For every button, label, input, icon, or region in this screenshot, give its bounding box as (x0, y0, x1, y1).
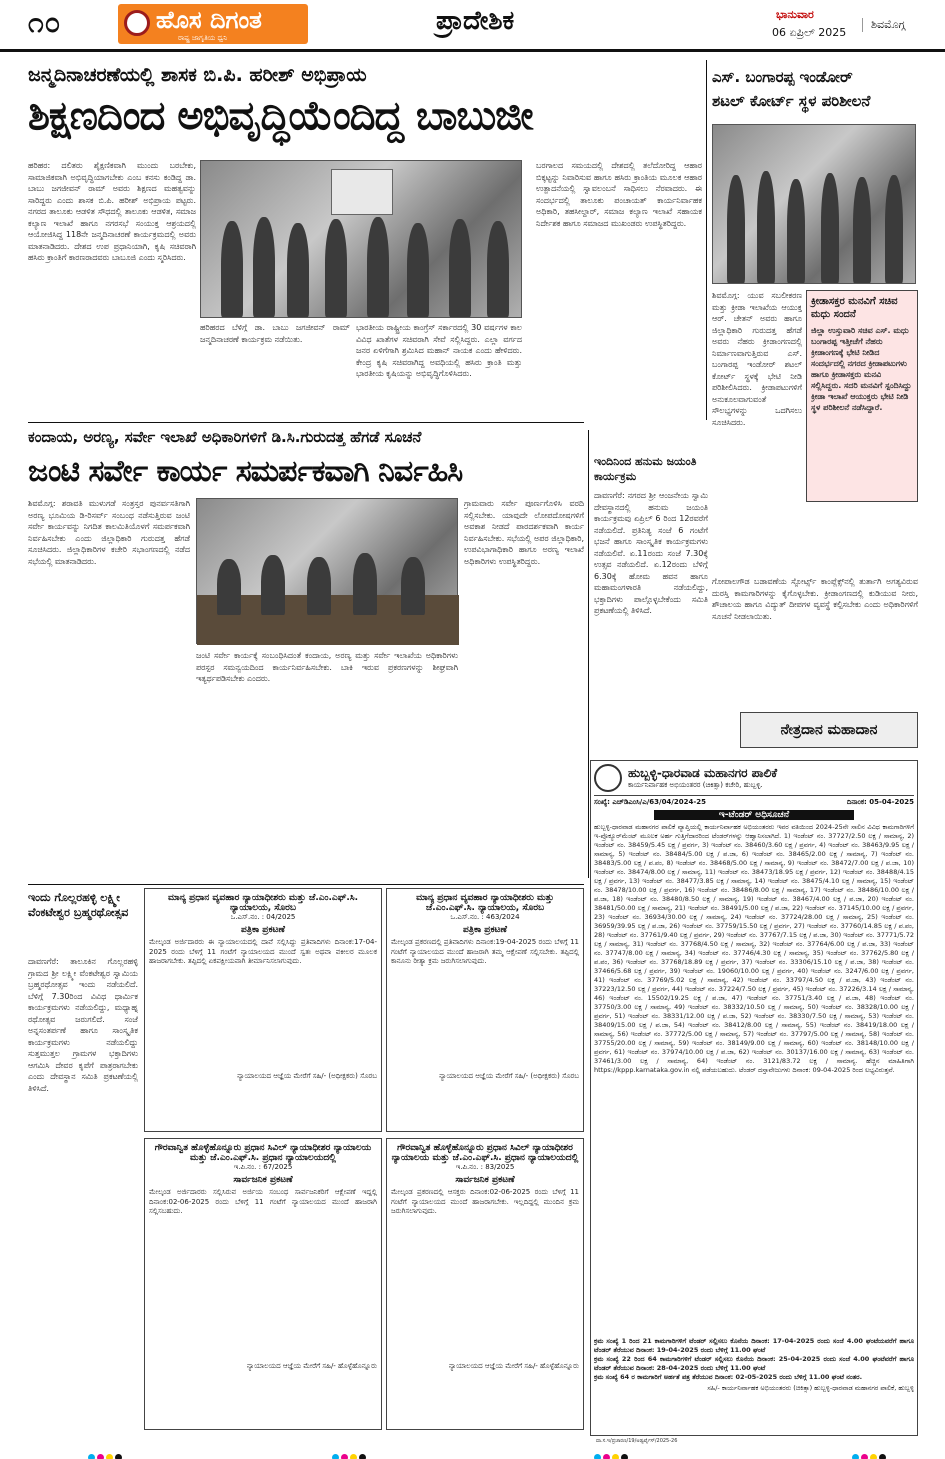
tender-title: ಇ-ಟೆಂಡರ್ ಅಧಿಸೂಚನೆ (654, 810, 854, 820)
side-box-title: ಕ್ರೀಡಾಸಕ್ತರ ಮನವಿಗೆ ಸಚಿವ ಮಧು ಸಂದನೆ (811, 296, 898, 320)
notice-title: ಸಾರ್ವಜನಿಕ ಪ್ರಕಟಣೆ (455, 1175, 515, 1185)
print-registration-marks (332, 1446, 368, 1459)
tender-body: ಹುಬ್ಬಳ್ಳಿ-ಧಾರವಾಡ ಮಹಾನಗರ ಪಾಲಿಕೆ ವ್ಯಾಪ್ತಿಯಲ್ಲಿ ಕಾರ್ಯನಿರ್ವಾಹಕ ಅಭಿಯಂತರರು ಇವರ ವತಿಯಿಂದ 2024-25ನೇ ಸಾಲಿನ ವಿವಿಧ ಕಾಮಗಾರಿಗಳಿಗೆ ಇ-ಪ್ರೊಕ್ಯೂರ್‌ಮೆಂಟ್ ಮೂಲಕ ಅರ್ಹ ಗುತ್ತಿಗೆದಾರರಿಂದ ಟೆಂಡರ್‌ಗಳನ್ನು ಆಹ್ವಾನಿಸಲಾಗಿದೆ. 1) ಇಂಡೆಂಟ್ ನಂ. 37727/2.50 ಲಕ್ಷ / ಸಾಮಾನ್ಯ, 2) ಇಂಡೆಂಟ್ ನಂ. 38459/5.45 ಲಕ್ಷ / ಪ್ರವರ್ಗ, 3) ಇಂಡೆಂಟ್ ನಂ. 38460/3.60 ಲಕ್ಷ / ಪ್ರವರ್ಗ, 4) ಇಂಡೆಂಟ್ ನಂ. 38463/9.95 ಲಕ್ಷ / ಸಾಮಾನ್ಯ, 5) ಇಂಡೆಂಟ್ ನಂ. 38484/5.00 ಲಕ್ಷ / ಪ.ಜಾ, 6) ಇಂಡೆಂಟ್ ನಂ. 38465/2.00 ಲಕ್ಷ / ಸಾಮಾನ್ಯ, 7) ಇಂಡೆಂಟ್ ನಂ. 38483/5.00 ಲಕ್ಷ / ಪ.ಪಂ, 8) ಇಂಡೆಂಟ್ ನಂ. 38468/5.00 ಲಕ್ಷ / ಸಾಮಾನ್ಯ, 9) ಇಂಡೆಂಟ್ ನಂ. 38472/7.00 ಲಕ್ಷ / ಪ.ಜಾ, 10) ಇಂಡೆಂಟ್ ನಂ. 38474/8.00 ಲಕ್ಷ / ಸಾಮಾನ್ಯ, 11) ಇಂಡೆಂಟ್ ನಂ. 38473/18.95 ಲಕ್ಷ / ಪ್ರವರ್ಗ, 12) ಇಂಡೆಂಟ್ ನಂ. 38488/4.15 ಲಕ್ಷ / ಪ್ರವರ್ಗ, 13) ಇಂಡೆಂಟ್ ನಂ. 38477/3.85 ಲಕ್ಷ / ಸಾಮಾನ್ಯ, 14) ಇಂಡೆಂಟ್ ನಂ. 38475/4.10 ಲಕ್ಷ / ಸಾಮಾನ್ಯ, 15) ಇಂಡೆಂಟ್ ನಂ. 38478/10.00 ಲಕ್ಷ / ಪ್ರವರ್ಗ, 16) ಇಂಡೆಂಟ್ ನಂ. 38486/8.00 ಲಕ್ಷ / ಸಾಮಾನ್ಯ, 17) ಇಂಡೆಂಟ್ ನಂ. 38486/10.00 ಲಕ್ಷ / ಪ.ಜಾ, 18) ಇಂಡೆಂಟ್ ನಂ. 38480/8.50 ಲಕ್ಷ / ಸಾಮಾನ್ಯ, 19) ಇಂಡೆಂಟ್ ನಂ. 38467/4.00 ಲಕ್ಷ / ಪ.ಜಾ, 20) ಇಂಡೆಂಟ್ ನಂ. 38481/50.00 ಲಕ್ಷ / ಸಾಮಾನ್ಯ, 21) ಇಂಡೆಂಟ್ ನಂ. 38491/5.00 ಲಕ್ಷ / ಪ.ಜಾ, 22) ಇಂಡೆಂಟ್ ನಂ. 37145/10.00 ಲಕ್ಷ / ಪ್ರವರ್ಗ, 23) ಇಂಡೆಂಟ್ ನಂ. 36934/30.00 ಲಕ್ಷ / ಸಾಮಾನ್ಯ, 24) ಇಂಡೆಂಟ್ ನಂ. 37724/28.00 ಲಕ್ಷ / ಸಾಮಾನ್ಯ, 25) ಇಂಡೆಂಟ್ ನಂ. 36959/39.95 ಲಕ್ಷ / ಪ.ಜಾ, 26) ಇಂಡೆಂಟ್ ನಂ. 37759/15.50 ಲಕ್ಷ / ಪ್ರವರ್ಗ, 27) ಇಂಡೆಂಟ್ ನಂ. 37760/14.85 ಲಕ್ಷ / ಪ.ಪಂ, 28) ಇಂಡೆಂಟ್ ನಂ. 37761/9.40 ಲಕ್ಷ / ಪ್ರವರ್ಗ, 29) ಇಂಡೆಂಟ್ ನಂ. 37767/7.15 ಲಕ್ಷ / ಪ.ಜಾ, 30) ಇಂಡೆಂಟ್ ನಂ. 37771/5.72 ಲಕ್ಷ / ಸಾಮಾನ್ಯ, 31) ಇಂಡೆಂಟ್ ನಂ. 37768/4.50 ಲಕ್ಷ / ಸಾಮಾನ್ಯ, 32) ಇಂಡೆಂಟ್ ನಂ. 37764/6.00 ಲಕ್ಷ / ಪ.ಜಾ, 33) ಇಂಡೆಂಟ್ ನಂ. 37747/8.00 ಲಕ್ಷ / ಸಾಮಾನ್ಯ, 34) ಇಂಡೆಂಟ್ ನಂ. 37746/4.30 ಲಕ್ಷ / ಸಾಮಾನ್ಯ, 35) ಇಂಡೆಂಟ್ ನಂ. 37762/5.80 ಲಕ್ಷ / ಪ.ಪಂ, 36) ಇಂಡೆಂಟ್ ನಂ. 37768/18.89 ಲಕ್ಷ / ಪ್ರವರ್ಗ, 37) ಇಂಡೆಂಟ್ ನಂ. 33306/15.10 ಲಕ್ಷ / ಪ.ಜಾ, 38) ಇಂಡೆಂಟ್ ನಂ. 37466/5.68 ಲಕ್ಷ / ಪ್ರವರ್ಗ, 39) ಇಂಡೆಂಟ್ ನಂ. 19060/10.00 ಲಕ್ಷ / ಪ್ರವರ್ಗ, 40) ಇಂಡೆಂಟ್ ನಂ. 3247/6.00 ಲಕ್ಷ / ಪ್ರವರ್ಗ, 41) ಇಂಡೆಂಟ್ ನಂ. 37769/5.02 ಲಕ್ಷ / ಸಾಮಾನ್ಯ, 42) ಇಂಡೆಂಟ್ ನಂ. 33797/4.50 ಲಕ್ಷ / ಪ.ಜಾ, 43) ಇಂಡೆಂಟ್ ನಂ. 37223/12.50 ಲಕ್ಷ / ಪ್ರವರ್ಗ, 44) ಇಂಡೆಂಟ್ ನಂ. 37224/7.50 ಲಕ್ಷ / ಪ್ರವರ್ಗ, 45) ಇಂಡೆಂಟ್ ನಂ. 37226/3.14 ಲಕ್ಷ / ಸಾಮಾನ್ಯ, 46) ಇಂಡೆಂಟ್ ನಂ. 15502/19.25 ಲಕ್ಷ / ಪ.ಜಾ, 47) ಇಂಡೆಂಟ್ ನಂ. 37751/3.40 ಲಕ್ಷ / ಪ.ಜಾ, 48) ಇಂಡೆಂಟ್ ನಂ. 37750/3.00 ಲಕ್ಷ / ಸಾಮಾನ್ಯ, 49) ಇಂಡೆಂಟ್ ನಂ. 38332/10.50 ಲಕ್ಷ / ಸಾಮಾನ್ಯ, 50) ಇಂಡೆಂಟ್ ನಂ. 38328/10.00 ಲಕ್ಷ / ಪ್ರವರ್ಗ, 51) ಇಂಡೆಂಟ್ ನಂ. 38331/12.00 ಲಕ್ಷ / ಪ.ಜಾ, 52) ಇಂಡೆಂಟ್ ನಂ. 38330/7.50 ಲಕ್ಷ / ಸಾಮಾನ್ಯ, 53) ಇಂಡೆಂಟ್ ನಂ. 38409/15.00 ಲಕ್ಷ / ಪ.ಜಾ, 54) ಇಂಡೆಂಟ್ ನಂ. 38412/8.00 ಲಕ್ಷ / ಸಾಮಾನ್ಯ, 55) ಇಂಡೆಂಟ್ ನಂ. 38419/18.00 ಲಕ್ಷ / ಸಾಮಾನ್ಯ, 56) ಇಂಡೆಂಟ್ ನಂ. 37772/5.00 ಲಕ್ಷ / ಸಾಮಾನ್ಯ, 57) ಇಂಡೆಂಟ್ ನಂ. 37797/5.00 ಲಕ್ಷ / ಸಾಮಾನ್ಯ, 58) ಇಂಡೆಂಟ್ ನಂ. 37755/20.00 ಲಕ್ಷ / ಸಾಮಾನ್ಯ, 59) ಇಂಡೆಂಟ್ ನಂ. 38149/9.00 ಲಕ್ಷ / ಸಾಮಾನ್ಯ, 60) ಇಂಡೆಂಟ್ ನಂ. 38148/10.00 ಲಕ್ಷ / ಪ್ರವರ್ಗ, 61) ಇಂಡೆಂಟ್ ನಂ. 37974/10.00 ಲಕ್ಷ / ಪ.ಜಾ, 62) ಇಂಡೆಂಟ್ ನಂ. 30137/16.00 ಲಕ್ಷ / ಸಾಮಾನ್ಯ, 63) ಇಂಡೆಂಟ್ ನಂ. 37461/3.00 ಲಕ್ಷ / ಸಾಮಾನ್ಯ, 64) ಇಂಡೆಂಟ್ ನಂ. 3121/83.72 ಲಕ್ಷ / ಸಾಮಾನ್ಯ. ಹೆಚ್ಚಿನ ಮಾಹಿತಿಗಾಗಿ https://kppp.karnataka.gov.in ನಲ್ಲಿ ಪಡೆಯಬಹುದು. ಟೆಂಡರ್ ದಸ್ತಾವೇಜುಗಳು ದಿನಾಂಕ: 09-04-2025 ರಿಂದ ಲಭ್ಯವಿರುತ್ತವೆ. (594, 823, 914, 1074)
story3-body-col2: ಜಂಟಿ ಸರ್ವೇ ಕಾರ್ಯಕ್ಕೆ ಸಂಬಂಧಿಸಿದಂತೆ ಕಂದಾಯ, ಅರಣ್ಯ ಮತ್ತು ಸರ್ವೇ ಇಲಾಖೆಯ ಅಧಿಕಾರಿಗಳು ಪರಸ್ಪರ ಸಮನ್ವಯದಿಂದ ಕಾರ್ಯನಿರ್ವಹಿಸಬೇಕು. ಬಾಕಿ ಇರುವ ಪ್ರಕರಣಗಳನ್ನು ಶೀಘ್ರವಾಗಿ ಇತ್ಯರ್ಥಪಡಿಸಬೇಕು ಎಂದರು. (196, 651, 458, 683)
notice-body: ಮೇಲ್ಕಂಡ ಪ್ರಕರಣದಲ್ಲಿ ಆಸಕ್ತರು ದಿನಾಂಕ:02-06-2025 ರಂದು ಬೆಳಿಗ್ಗೆ 11 ಗಂಟೆಗೆ ನ್ಯಾಯಾಲಯದ ಮುಂದೆ ಹಾಜರಾಗಬೇಕು. ಇಲ್ಲದಿದ್ದಲ್ಲಿ ಮುಂದಿನ ಕ್ರಮ ಜರುಗಿಸಲಾಗುವುದು. (391, 1188, 579, 1215)
court-name: ಮಾನ್ಯ ಪ್ರಧಾನ ವ್ಯವಹಾರ ನ್ಯಾಯಾಧೀಶರು ಮತ್ತು ಜೆ.ಎಂ.ಎಫ್.ಸಿ. ನ್ಯಾಯಾಲಯ, ಸೊರಬ (167, 893, 359, 913)
court-name: ಗೌರವಾನ್ವಿತ ಹೊಳ್ಳೆಹೊನ್ನೂರು ಪ್ರಧಾನ ಸಿವಿಲ್ ನ್ಯಾಯಾಧೀಶರ ನ್ಯಾಯಾಲಯ ಮತ್ತು ಜೆ.ಎಂ.ಎಫ್.ಸಿ. ಪ್ರಧಾನ ನ್ಯಾಯಾಲಯದಲ್ಲಿ (391, 1143, 579, 1163)
story4-headline: ಇಂದಿನಿಂದ ಹನುಮ ಜಯಂತಿ ಕಾರ್ಯಕ್ರಮ (594, 455, 697, 483)
masthead-title: ಹೊಸ ದಿಗಂತ (156, 6, 262, 34)
notice-body: ಮೇಲ್ಕಂಡ ಅರ್ಜಿದಾರರು ಸಲ್ಲಿಸಿರುವ ಅರ್ಜಿಯ ಸಂಬಂಧ ಸಾರ್ವಜನಿಕರಿಗೆ ಆಕ್ಷೇಪಣೆ ಇದ್ದಲ್ಲಿ ದಿನಾಂಕ:02-06-2025 ರಂದು ಬೆಳಿಗ್ಗೆ 11 ಗಂಟೆಗೆ ನ್ಯಾಯಾಲಯದ ಮುಂದೆ ಹಾಜರಾಗಿ ಸಲ್ಲಿಸಬಹುದು. (149, 1188, 377, 1215)
notice-sign: ನ್ಯಾಯಾಲಯದ ಆಜ್ಞೆಯ ಮೇರೆಗೆ ಸಹಿ/- (ಅಧೀಕ್ಷಕರು) ಸೊರಬ (439, 1072, 579, 1080)
masthead-tagline: ರಾಷ್ಟ್ರ ಜಾಗೃತಿಯ ಧ್ವನಿ (178, 34, 228, 42)
notice-sign: ನ್ಯಾಯಾಲಯದ ಆಜ್ಞೆಯ ಮೇರೆಗೆ ಸಹಿ/- ಹೊಳ್ಳೆಹೊನ್ನೂರು (448, 1362, 579, 1370)
issue-date: 06 ಏಪ್ರಿಲ್ 2025 (772, 26, 847, 39)
story1-body-col1: ಹರಿಹರ: ದಲಿತರು ಶೈಕ್ಷಣಿಕವಾಗಿ ಮುಂದು ಬರಬೇಕು, ಸಾಮಾಜಿಕವಾಗಿ ಅಭಿವೃದ್ಧಿಯಾಗಬೇಕು ಎಂಬ ಕನಸು ಕಂಡಿದ್ದ ಡಾ. ಬಾಬು ಜಗಜೀವನ್ ರಾಮ್ ಅವರು ಶಿಕ್ಷಣದ ಮಹತ್ವವನ್ನು ಸಾರಿದ್ದರು ಎಂದು ಶಾಸಕ ಬಿ.ಪಿ. ಹರೀಶ್ ಅಭಿಪ್ರಾಯ ಪಟ್ಟರು. ನಗರದ ತಾಲೂಕು ಆಡಳಿತ ಸೌಧದಲ್ಲಿ ತಾಲೂಕು ಆಡಳಿತ, ಸಮಾಜ ಕಲ್ಯಾಣ ಇಲಾಖೆ ಹಾಗೂ ನಗರಸಭೆ ಸಂಯುಕ್ತ ಆಶ್ರಯದಲ್ಲಿ ಆಯೋಜಿಸಿದ್ದ 118ನೇ ಜನ್ಮದಿನಾಚರಣೆ ಕಾರ್ಯಕ್ರಮದಲ್ಲಿ ಅವರು ಮಾತನಾಡಿದರು. ದೇಶದ ಉಪ ಪ್ರಧಾನಿಯಾಗಿ, ಕೃಷಿ ಸಚಿವರಾಗಿ ಹಸಿರು ಕ್ರಾಂತಿಗೆ ಕಾರಣರಾದವರು ಬಾಬೂಜಿ ಎಂದು ಸ್ಮರಿಸಿದರು. (28, 161, 196, 262)
edition-city: ಶಿವಮೊಗ್ಗ (862, 18, 905, 32)
tender-header (594, 764, 914, 796)
notice-body: ಮೇಲ್ಕಂಡ ಪ್ರಕರಣದಲ್ಲಿ ಪ್ರತಿವಾದಿಗಳು ದಿನಾಂಕ:19-04-2025 ರಂದು ಬೆಳಿಗ್ಗೆ 11 ಗಂಟೆಗೆ ನ್ಯಾಯಾಲಯದ ಮುಂದೆ ಹಾಜರಾಗಿ ತಮ್ಮ ಆಕ್ಷೇಪಣೆ ಸಲ್ಲಿಸಬೇಕು. ತಪ್ಪಿದಲ್ಲಿ ಕಾನೂನು ರೀತ್ಯಾ ಕ್ರಮ ಜರುಗಿಸಲಾಗುವುದು. (391, 938, 579, 965)
story1-caption: ಹರಿಹರದ ಬೆಳಿಗ್ಗೆ ಡಾ. ಬಾಬು ಜಗಜೀವನ್ ರಾಮ್ ಜನ್ಮದಿನಾಚರಣೆ ಕಾರ್ಯಕ್ರಮ ನಡೆಯಿತು. (200, 323, 350, 344)
notice-title: ಸಾರ್ವಜನಿಕ ಪ್ರಕಟಣೆ (233, 1175, 293, 1185)
tender-schedule-2: ಕ್ರಮ ಸಂಖ್ಯೆ 22 ರಿಂದ 64 ಕಾಮಗಾರಿಗಳಿಗೆ ಟೆಂಡರ್ ಸಲ್ಲಿಸಲು ಕೊನೆಯ ದಿನಾಂಕ: 25-04-2025 ರಂದು ಸಂಜೆ 4.00 ಘಂಟೆವರೆಗೆ ಹಾಗೂ ಟೆಂಡರ್ ತೆರೆಯುವ ದಿನಾಂಕ: 28-04-2025 ರಂದು ಬೆಳಿಗ್ಗೆ 11.00 ಘಂಟೆ (594, 1355, 914, 1372)
page-number: ೧೦ (28, 6, 62, 39)
court-notice-4 (386, 1138, 584, 1430)
tender-ref: ಸಂಖ್ಯೆ: ಎಚ್‌ಡಿಎಂಸಿ/ಎ/63/04/2024-25 (594, 798, 706, 806)
court-notice-3 (144, 1138, 382, 1430)
case-number: ಒ.ಎಸ್.ನಂ. : 463/2024 (450, 913, 520, 921)
court-notice-2 (386, 888, 584, 1132)
tender-sign: ಸಹಿ/- ಕಾರ್ಯನಿರ್ವಾಹಕ ಅಭಿಯಂತರರು (ಚಿಕಿತ್ಸಾ) ಹುಬ್ಬಳ್ಳಿ-ಧಾರವಾಡ ಮಹಾನಗರ ಪಾಲಿಕೆ, ಹುಬ್ಬಳ್ಳಿ (707, 1384, 914, 1392)
story3-photo (196, 498, 458, 644)
section-title: ಪ್ರಾದೇಶಿಕ (436, 6, 515, 36)
notice-sign: ನ್ಯಾಯಾಲಯದ ಆಜ್ಞೆಯ ಮೇರೆಗೆ ಸಹಿ/- ಹೊಳ್ಳೆಹೊನ್ನೂರು (246, 1362, 377, 1370)
footer-code: ವಾ.ಸ.ಇ/ಪ್ರಚಾರಣ/19/ಅಡ್ವರ್ಟೈಸ್/2025-26 (596, 1438, 678, 1444)
story2-body: ಶಿವಮೊಗ್ಗ: ಯುವ ಸಬಲೀಕರಣ ಮತ್ತು ಕ್ರೀಡಾ ಇಲಾಖೆಯ ಆಯುಕ್ತ ಆರ್. ಚೇತನ್ ಅವರು ಹಾಗೂ ಜಿಲ್ಲಾಧಿಕಾರಿ ಗುರುದತ್ತ ಹೆಗಡೆ ಅವರು ನೆಹರು ಕ್ರೀಡಾಂಗಣದಲ್ಲಿ ನಿರ್ಮಾಣವಾಗುತ್ತಿರುವ ಎಸ್. ಬಂಗಾರಪ್ಪ ಇಂಡೋರ್ ಶಟಲ್ ಕೋರ್ಟ್ ಸ್ಥಳಕ್ಕೆ ಭೇಟಿ ನೀಡಿ ಪರಿಶೀಲಿಸಿದರು. ಕ್ರೀಡಾಪಟುಗಳಿಗೆ ಅನುಕೂಲವಾಗುವಂತೆ ಸೌಲಭ್ಯಗಳನ್ನು ಒದಗಿಸಲು ಸೂಚಿಸಿದರು. (712, 291, 802, 427)
print-registration-marks (852, 1446, 888, 1459)
story4-body: ದಾವಣಗೆರೆ: ನಗರದ ಶ್ರೀ ಆಂಜನೇಯ ಸ್ವಾಮಿ ದೇವಸ್ಥಾನದಲ್ಲಿ ಹನುಮ ಜಯಂತಿ ಕಾರ್ಯಕ್ರಮವು ಏಪ್ರಿಲ್ 6 ರಿಂದ 12ರವರೆಗೆ ನಡೆಯಲಿದೆ. ಪ್ರತಿನಿತ್ಯ ಸಂಜೆ 6 ಗಂಟೆಗೆ ಭಜನೆ ಹಾಗೂ ಸಾಂಸ್ಕೃತಿಕ ಕಾರ್ಯಕ್ರಮಗಳು ನಡೆಯಲಿವೆ. ಏ.11ರಂದು ಸಂಜೆ 7.30ಕ್ಕೆ ಉತ್ಸವ ನಡೆಯಲಿದೆ. ಏ.12ರಂದು ಬೆಳಿಗ್ಗೆ 6.30ಕ್ಕೆ ಹೋಮ ಹವನ ಹಾಗೂ ಮಹಾಮಂಗಳಾರತಿ ನಡೆಯಲಿದ್ದು, ಭಕ್ತಾದಿಗಳು ಪಾಲ್ಗೊಳ್ಳಬೇಕೆಂದು ಸಮಿತಿ ಪ್ರಕಟಣೆಯಲ್ಲಿ ತಿಳಿಸಿದೆ. (594, 491, 708, 615)
case-number: ಇ.ಪಿ.ನಂ. : 83/2025 (455, 1163, 515, 1171)
story2-headline-line2: ಶಟಲ್ ಕೋರ್ಟ್ ಸ್ಥಳ ಪರಿಶೀಲನೆ (712, 92, 871, 110)
tender-notice (590, 760, 918, 1436)
court-name: ಮಾನ್ಯ ಪ್ರಧಾನ ವ್ಯವಹಾರ ನ್ಯಾಯಾಧೀಶರು ಮತ್ತು ಜೆ.ಎಂ.ಎಫ್.ಸಿ. ನ್ಯಾಯಾಲಯ, ಸೊರಬ (416, 893, 554, 913)
case-number: ಇ.ಪಿ.ನಂ. : 67/2025 (233, 1163, 293, 1171)
story3-headline: ಜಂಟಿ ಸರ್ವೇ ಕಾರ್ಯ ಸಮರ್ಪಕವಾಗಿ ನಿರ್ವಹಿಸಿ (28, 454, 463, 489)
side-box-text: ಜಿಲ್ಲಾ ಉಸ್ತುವಾರಿ ಸಚಿವ ಎಸ್. ಮಧು ಬಂಗಾರಪ್ಪ ಇತ್ತೀಚೆಗೆ ನೆಹರು ಕ್ರೀಡಾಂಗಣಕ್ಕೆ ಭೇಟಿ ನೀಡಿದ ಸಂದರ್ಭದಲ್ಲಿ ನಗರದ ಕ್ರೀಡಾಪಟುಗಳು ಹಾಗೂ ಕ್ರೀಡಾಸಕ್ತರು ಮನವಿ ಸಲ್ಲಿಸಿದ್ದರು. ಸದರಿ ಮನವಿಗೆ ಸ್ಪಂದಿಸಿದ್ದು ಕ್ರೀಡಾ ಇಲಾಖೆ ಆಯುಕ್ತರು ಭೇಟಿ ನೀಡಿ ಸ್ಥಳ ಪರಿಶೀಲನೆ ನಡೆಸಿದ್ದಾರೆ. (811, 326, 912, 412)
story5-body: ಗೋಪಾಲಗೌಡ ಬಡಾವಣೆಯ ಸ್ಪೋರ್ಟ್ಸ್ ಕಾಂಪ್ಲೆಕ್ಸ್‌ನಲ್ಲಿ ತುರ್ತಾಗಿ ಅಗತ್ಯವಿರುವ ದುರಸ್ತಿ ಕಾಮಗಾರಿಗಳನ್ನು ಕೈಗೊಳ್ಳಬೇಕು. ಕ್ರೀಡಾಂಗಣದಲ್ಲಿ ಕುಡಿಯುವ ನೀರು, ಶೌಚಾಲಯ ಹಾಗೂ ವಿದ್ಯುತ್ ದೀಪಗಳ ವ್ಯವಸ್ಥೆ ಕಲ್ಪಿಸಬೇಕು ಎಂದು ಅಧಿಕಾರಿಗಳಿಗೆ ಸೂಚನೆ ನೀಡಲಾಯಿತು. (712, 577, 918, 621)
story1-body-col3: ಬರಗಾಲದ ಸಮಯದಲ್ಲಿ ದೇಶದಲ್ಲಿ ತಲೆದೋರಿದ್ದ ಆಹಾರ ಬಿಕ್ಕಟ್ಟನ್ನು ನಿವಾರಿಸುವ ಹಾಗೂ ಹಸಿರು ಕ್ರಾಂತಿಯ ಮೂಲಕ ಆಹಾರ ಉತ್ಪಾದನೆಯಲ್ಲಿ ಸ್ವಾವಲಂಬನೆ ಸಾಧಿಸಲು ನೆರವಾದರು. ಈ ಸಂದರ್ಭದಲ್ಲಿ ತಾಲೂಕು ಪಂಚಾಯತ್ ಕಾರ್ಯನಿರ್ವಾಹಕ ಅಧಿಕಾರಿ, ತಹಸೀಲ್ದಾರ್, ಸಮಾಜ ಕಲ್ಯಾಣ ಇಲಾಖೆ ಸಹಾಯಕ ನಿರ್ದೇಶಕ ಹಾಗೂ ಸಮಾಜದ ಮುಖಂಡರು ಉಪಸ್ಥಿತರಿದ್ದರು. (536, 161, 702, 228)
case-number: ಒ.ಎಸ್.ನಂ. : 04/2025 (230, 913, 296, 921)
masthead-logo (118, 4, 308, 44)
story1-headline: ಶಿಕ್ಷಣದಿಂದ ಅಭಿವೃದ್ಧಿಯೆಂದಿದ್ದ ಬಾಬುಜೀ (28, 93, 533, 139)
story2-side-box (806, 290, 918, 502)
tender-schedule-1: ಕ್ರಮ ಸಂಖ್ಯೆ 1 ರಿಂದ 21 ಕಾಮಗಾರಿಗಳಿಗೆ ಟೆಂಡರ್ ಸಲ್ಲಿಸಲು ಕೊನೆಯ ದಿನಾಂಕ: 17-04-2025 ರಂದು ಸಂಜೆ 4.00 ಘಂಟೆಯವರೆಗೆ ಹಾಗೂ ಟೆಂಡರ್ ತೆರೆಯುವ ದಿನಾಂಕ: 19-04-2025 ರಂದು ಬೆಳಿಗ್ಗೆ 11.00 ಘಂಟೆ (594, 1337, 914, 1354)
eye-donation-banner (740, 712, 918, 748)
story2-headline-line1: ಎಸ್. ಬಂಗಾರಪ್ಪ ಇಂಡೋರ್ (712, 68, 853, 86)
story3-kicker: ಕಂದಾಯ, ಅರಣ್ಯ, ಸರ್ವೇ ಇಲಾಖೆ ಅಧಿಕಾರಿಗಳಿಗೆ ಡಿ.ಸಿ.ಗುರುದತ್ತ ಹೆಗಡೆ ಸೂಚನೆ (28, 428, 422, 446)
story1-photo (200, 160, 522, 318)
notice-sign: ನ್ಯಾಯಾಲಯದ ಆಜ್ಞೆಯ ಮೇರೆಗೆ ಸಹಿ/- (ಅಧೀಕ್ಷಕರು) ಸೊರಬ (237, 1072, 377, 1080)
story6-body: ದಾವಣಗೆರೆ: ತಾಲೂಕಿನ ಗೊಲ್ಲರಹಳ್ಳಿ ಗ್ರಾಮದ ಶ್ರೀ ಲಕ್ಷ್ಮೀ ವೆಂಕಟೇಶ್ವರ ಸ್ವಾಮಿಯ ಬ್ರಹ್ಮರಥೋತ್ಸವ ಇಂದು ನಡೆಯಲಿದೆ. ಬೆಳಿಗ್ಗೆ 7.30ರಿಂದ ವಿವಿಧ ಧಾರ್ಮಿಕ ಕಾರ್ಯಕ್ರಮಗಳು ನಡೆಯಲಿದ್ದು, ಮಧ್ಯಾಹ್ನ ರಥೋತ್ಸವ ಜರುಗಲಿದೆ. ಸಂಜೆ ಅನ್ನಸಂತರ್ಪಣೆ ಹಾಗೂ ಸಾಂಸ್ಕೃತಿಕ ಕಾರ್ಯಕ್ರಮಗಳು ನಡೆಯಲಿದ್ದು ಸುತ್ತಮುತ್ತಲ ಗ್ರಾಮಗಳ ಭಕ್ತಾದಿಗಳು ಆಗಮಿಸಿ ದೇವರ ಕೃಪೆಗೆ ಪಾತ್ರರಾಗಬೇಕು ಎಂದು ದೇವಸ್ಥಾನ ಸಮಿತಿ ಪ್ರಕಟಣೆಯಲ್ಲಿ ತಿಳಿಸಿದೆ. (28, 957, 138, 1093)
masthead-bar (0, 0, 945, 52)
issue-day: ಭಾನುವಾರ (776, 8, 814, 21)
story3-body-col1: ಶಿವಮೊಗ್ಗ: ಶರಾವತಿ ಮುಳುಗಡೆ ಸಂತ್ರಸ್ತರ ಪುನರ್ವಸತಿಗಾಗಿ ಅರಣ್ಯ ಭೂಮಿಯ ಡಿ-ರಿಸರ್ವ್ ಸಂಬಂಧ ನಡೆಸುತ್ತಿರುವ ಜಂಟಿ ಸರ್ವೇ ಕಾರ್ಯವನ್ನು ನಿಗದಿತ ಕಾಲಮಿತಿಯೊಳಗೆ ಸಮರ್ಪಕವಾಗಿ ನಿರ್ವಹಿಸಬೇಕು ಎಂದು ಜಿಲ್ಲಾಧಿಕಾರಿ ಗುರುದತ್ತ ಹೆಗಡೆ ಸೂಚಿಸಿದರು. ಜಿಲ್ಲಾಧಿಕಾರಿಗಳ ಕಚೇರಿ ಸಭಾಂಗಣದಲ್ಲಿ ನಡೆದ ಸಭೆಯಲ್ಲಿ ಮಾತನಾಡಿದರು. (28, 499, 190, 566)
notice-title: ಪತ್ರಿಕಾ ಪ್ರಕಟಣೆ (241, 925, 285, 935)
column-divider-2 (588, 430, 589, 878)
tender-schedule-3: ಕ್ರಮ ಸಂಖ್ಯೆ 64 ರ ಕಾಮಗಾರಿಗೆ ಅರ್ಹತೆ ಪತ್ರ ತೆರೆಯುವ ದಿನಾಂಕ: 02-05-2025 ರಂದು ಬೆಳಿಗ್ಗೆ 11.00 ಘಂಟೆ ನಂತರ. (594, 1373, 863, 1381)
story6-headline: ಇಂದು ಗೊಲ್ಲರಹಳ್ಳಿ ಲಕ್ಷ್ಮೀ ವೆಂಕಟೇಶ್ವರ ಬ್ರಹ್ಮರಥೋತ್ಸವ (28, 891, 129, 919)
section-divider-2 (28, 884, 584, 885)
tender-date: ದಿನಾಂಕ: 05-04-2025 (846, 798, 914, 806)
emblem-icon (594, 764, 622, 792)
tender-org: ಹುಬ್ಬಳ್ಳಿ-ಧಾರವಾಡ ಮಹಾನಗರ ಪಾಲಿಕೆ (628, 766, 778, 780)
notice-title: ಪತ್ರಿಕಾ ಪ್ರಕಟಣೆ (463, 925, 507, 935)
court-notice-1 (144, 888, 382, 1132)
story3-body-col3: ಗ್ರಾಮವಾರು ಸರ್ವೇ ಪೂರ್ಣಗೊಳಿಸಿ ವರದಿ ಸಲ್ಲಿಸಬೇಕು. ಯಾವುದೇ ಲೋಪದೋಷಗಳಿಗೆ ಅವಕಾಶ ನೀಡದೆ ಪಾರದರ್ಶಕವಾಗಿ ಕಾರ್ಯ ನಿರ್ವಹಿಸಬೇಕು. ಸಭೆಯಲ್ಲಿ ಅಪರ ಜಿಲ್ಲಾಧಿಕಾರಿ, ಉಪವಿಭಾಗಾಧಿಕಾರಿ ಹಾಗೂ ಅರಣ್ಯ ಇಲಾಖೆ ಅಧಿಕಾರಿಗಳು ಉಪಸ್ಥಿತರಿದ್ದರು. (464, 499, 584, 566)
court-name: ಗೌರವಾನ್ವಿತ ಹೊಳ್ಳೆಹೊನ್ನೂರು ಪ್ರಧಾನ ಸಿವಿಲ್ ನ್ಯಾಯಾಧೀಶರ ನ್ಯಾಯಾಲಯ ಮತ್ತು ಜೆ.ಎಂ.ಎಫ್.ಸಿ. ಪ್ರಧಾನ ನ್ಯಾಯಾಲಯದಲ್ಲಿ (154, 1143, 372, 1163)
tender-office: ಕಾರ್ಯನಿರ್ವಾಹಕ ಅಭಿಯಂತರರ (ಚಿಕಿತ್ಸಾ) ಕಚೇರಿ, ಹುಬ್ಬಳ್ಳಿ. (628, 781, 763, 789)
eye-donation-title: ನೇತ್ರದಾನ ಮಹಾದಾನ (780, 722, 878, 738)
section-divider (28, 422, 584, 423)
story2-photo (712, 124, 916, 284)
notice-body: ಮೇಲ್ಕಂಡ ಅರ್ಜಿದಾರರು ಈ ನ್ಯಾಯಾಲಯದಲ್ಲಿ ದಾವೆ ಸಲ್ಲಿಸಿದ್ದು ಪ್ರತಿವಾದಿಗಳು ದಿನಾಂಕ:17-04-2025 ರಂದು ಬೆಳಿಗ್ಗೆ 11 ಗಂಟೆಗೆ ನ್ಯಾಯಾಲಯದ ಮುಂದೆ ಸ್ವತಃ ಅಥವಾ ವಕೀಲರ ಮೂಲಕ ಹಾಜರಾಗಬೇಕು. ತಪ್ಪಿದಲ್ಲಿ ಏಕಪಕ್ಷೀಯವಾಗಿ ತೀರ್ಮಾನಿಸಲಾಗುವುದು. (149, 938, 377, 965)
story1-body-col2: ಭಾರತೀಯ ರಾಷ್ಟ್ರೀಯ ಕಾಂಗ್ರೆಸ್ ಸರ್ಕಾರದಲ್ಲಿ 30 ವರ್ಷಗಳ ಕಾಲ ವಿವಿಧ ಖಾತೆಗಳ ಸಚಿವರಾಗಿ ಸೇವೆ ಸಲ್ಲಿಸಿದ್ದರು. ಎಲ್ಲಾ ವರ್ಗದ ಜನರ ಏಳಿಗೆಗಾಗಿ ಶ್ರಮಿಸಿದ ಮಹಾನ್ ನಾಯಕ ಎಂದು ಹೇಳಿದರು. ಕೇಂದ್ರ ಕೃಷಿ ಸಚಿವರಾಗಿದ್ದ ಅವಧಿಯಲ್ಲಿ ಹಸಿರು ಕ್ರಾಂತಿ ಮತ್ತು ಭಾರತೀಯ ಕೃಷಿಯನ್ನು ಅಭಿವೃದ್ಧಿಗೊಳಿಸಿದರು. (356, 323, 522, 378)
print-registration-marks (88, 1446, 124, 1459)
sun-logo-icon (124, 10, 150, 36)
story1-kicker: ಜನ್ಮದಿನಾಚರಣೆಯಲ್ಲಿ ಶಾಸಕ ಬಿ.ಪಿ. ಹರೀಶ್ ಅಭಿಪ್ರಾಯ (28, 64, 367, 86)
print-registration-marks (594, 1446, 630, 1459)
column-divider (706, 60, 707, 420)
